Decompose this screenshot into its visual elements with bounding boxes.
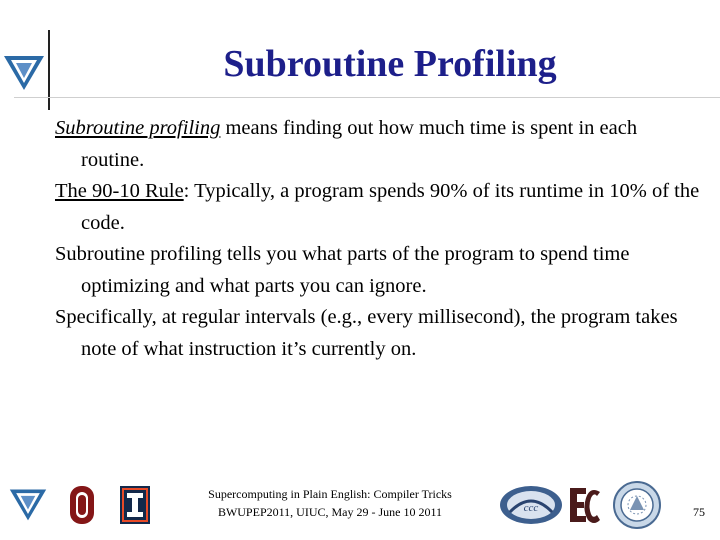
ccc-oval-icon [498, 484, 564, 526]
illinois-i-icon [118, 484, 152, 526]
bullet-text: means finding out how much time is spent in each routine. [81, 117, 638, 171]
header-horizontal-rule [14, 97, 720, 98]
ou-logo-icon [64, 484, 100, 526]
bullet-profiling-purpose [55, 239, 705, 302]
oscer-triangle-icon [8, 484, 48, 524]
term-subroutine-profiling: Subroutine profiling [55, 117, 221, 139]
header-vertical-rule [48, 30, 50, 110]
svg-text:ccc: ccc [523, 502, 539, 514]
bullet-text: Subroutine profiling tells you what parts of the program to spend time optimizing and what parts you can ignore. [55, 243, 630, 297]
ec-logo-icon [566, 484, 604, 526]
bullet-subroutine-profiling [55, 113, 705, 176]
footer-line-2: BWUPEP2011, UIUC, May 29 - June 10 2011 [217, 505, 443, 519]
footer-caption [180, 485, 480, 521]
bullet-90-10-rule [55, 176, 705, 239]
page-number: 75 [693, 505, 705, 519]
term-90-10-rule: The 90-10 Rule [55, 180, 184, 202]
slide-title: Subroutine Profiling [223, 43, 557, 85]
slide-footer [0, 470, 720, 540]
bullet-text: Specifically, at regular intervals (e.g., every millisecond), the program takes note of what instruction it’s currently on. [55, 306, 678, 360]
footer-line-1: Supercomputing in Plain English: Compiler Tricks [208, 487, 452, 501]
university-seal-icon [612, 480, 662, 530]
oscer-triangle-icon [2, 50, 46, 94]
bullet-text: : Typically, a program spends 90% of its runtime in 10% of the code. [81, 180, 700, 234]
slide-body [55, 113, 705, 365]
bullet-profiling-mechanism [55, 302, 705, 365]
